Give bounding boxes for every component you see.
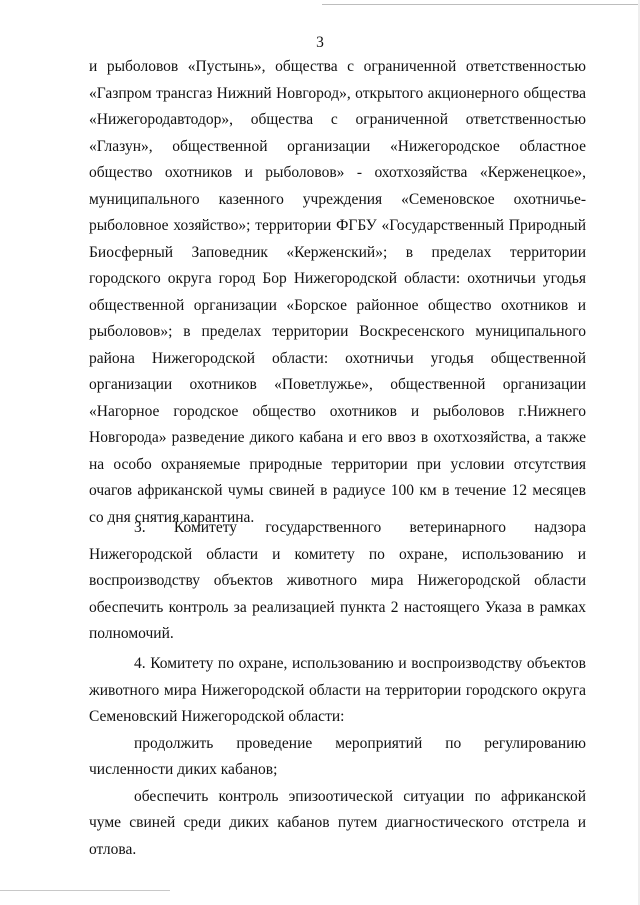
paragraph-item-3: [89, 515, 586, 648]
paragraph-continuation: [89, 54, 586, 531]
paragraph-text: и рыболовов «Пустынь», общества с ограниченной ответственностью «Газпром трансгаз Нижний Новгород», открытого акционерного общества «Нижегородавтодор», общества с ограниченной ответственностью «Глазун», общественной организации «Нижегородское областное общество охотников и рыболовов» - охотхозяйства «Керженецкое», муниципального казенного учреждения «Семеновское охотничье-рыболовное хозяйство»; территории ФГБУ «Государственный Природный Биосферный Заповедник «Керженский»; в пределах территории городского округа город Бор Нижегородской области: охотничьи угодья общественной организации «Борское районное общество охотников и рыболовов»; в пределах территории Воскресенского муниципального района Нижегородской области: охотничьи угодья общественной организации охотников «Поветлужье», общественной организации «Нагорное городское общество охотников и рыболовов г.Нижнего Новгорода» разведение дикого кабана и его ввоз в охотхозяйства, а также на особо охраняемые природные территории при условии отсутствия очагов африканской чумы свиней в радиусе 100 км в течение 12 месяцев со дня снятия карантина.: [89, 58, 586, 526]
bottom-rule: [0, 890, 170, 891]
page-number: 3: [316, 34, 324, 51]
subparagraph-continue-regulation: продолжить проведение мероприятий по регулированию численности диких кабанов;: [89, 734, 586, 778]
paragraph-text: 3. Комитету государственного ветеринарного надзора Нижегородской области и комитету по охране, использованию и воспроизводству объектов животного мира Нижегородской области обеспечить контроль за реализацией пункта 2 настоящего Указа в рамках полномочий.: [89, 519, 586, 642]
paragraph-text: 4. Комитету по охране, использованию и воспроизводству объектов животного мира Нижегородской области на территории городского округа Семеновский Нижегородской области:: [89, 655, 586, 725]
paragraph-item-4: [89, 651, 586, 863]
top-rule: [322, 4, 640, 5]
subparagraph-epizootic-control: обеспечить контроль эпизоотической ситуации по африканской чуме свиней среди диких кабанов путем диагностического отстрела и отлова.: [89, 787, 586, 858]
